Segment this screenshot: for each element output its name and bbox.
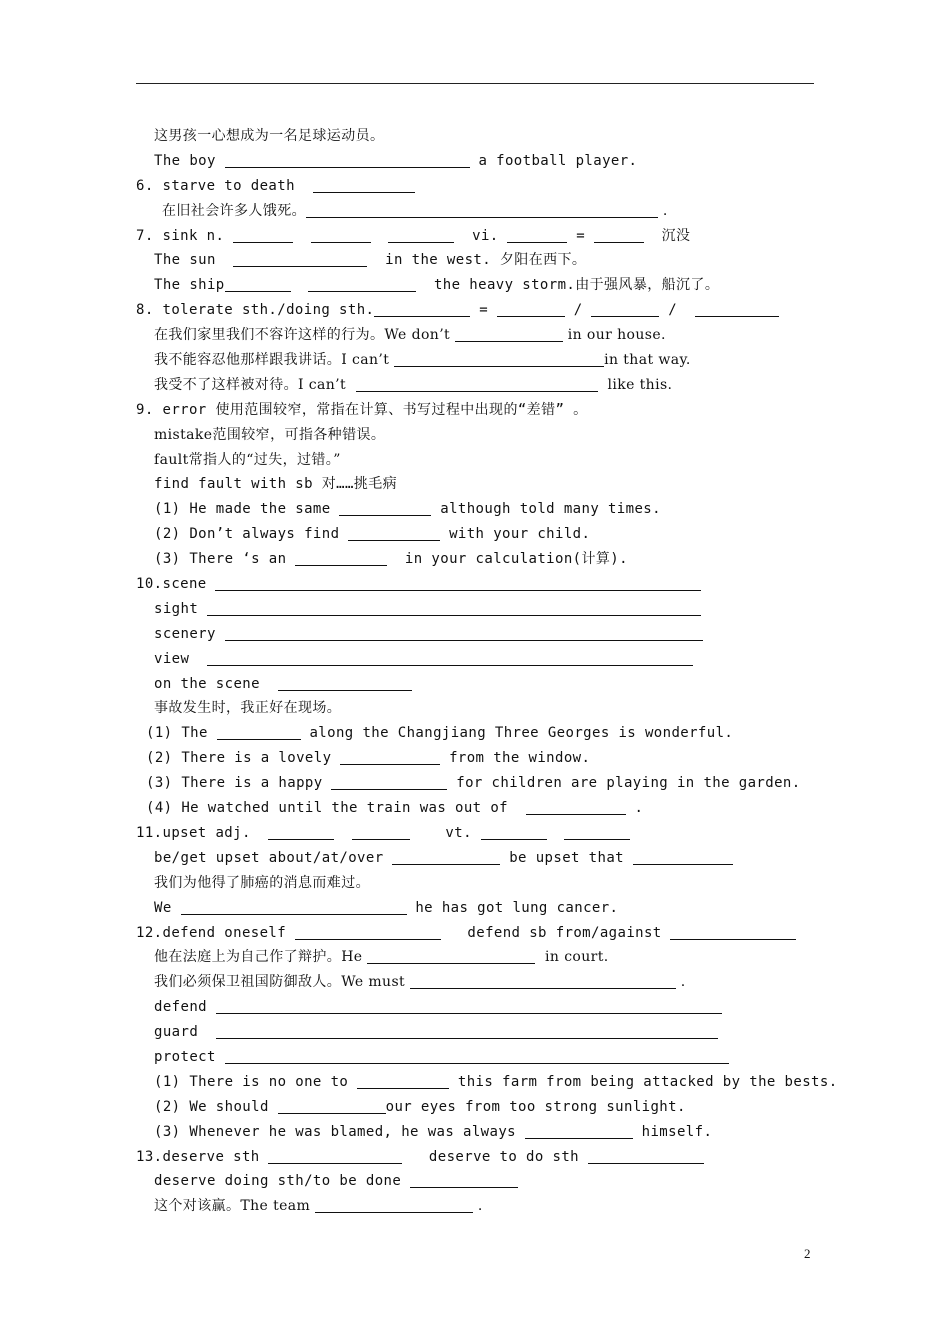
- answer-blank[interactable]: [392, 850, 500, 865]
- line-text: in that way.: [604, 352, 691, 369]
- answer-blank[interactable]: [367, 949, 535, 964]
- worksheet-line: [0, 796, 950, 821]
- line-text: scenery: [154, 625, 225, 642]
- worksheet-line: [0, 995, 950, 1020]
- line-text: 这个对该赢。The team: [154, 1198, 316, 1215]
- answer-blank[interactable]: [216, 1024, 718, 1039]
- line-text: although told many times.: [431, 501, 661, 518]
- worksheet-line: [0, 846, 950, 871]
- line-text: 9. error 使用范围较窄，常指在计算、书写过程中出现的“差错” 。: [136, 401, 588, 418]
- line-text: 13.deserve sth: [136, 1148, 269, 1165]
- worksheet-line: [0, 398, 950, 423]
- answer-blank[interactable]: [388, 228, 454, 243]
- line-text: [291, 277, 309, 293]
- line-text: along the Changjiang Three Georges is wonderful.: [300, 725, 734, 742]
- worksheet-body: [0, 124, 950, 1219]
- answer-blank[interactable]: [357, 1074, 449, 1089]
- worksheet-line: [0, 298, 950, 323]
- worksheet-line: [0, 696, 950, 721]
- line-text: guard: [154, 1024, 216, 1041]
- worksheet-line: [0, 821, 950, 846]
- page-number: 2: [804, 1246, 811, 1261]
- answer-blank[interactable]: [394, 352, 604, 367]
- line-text: The boy: [154, 152, 225, 169]
- answer-blank[interactable]: [526, 800, 626, 815]
- answer-blank[interactable]: [207, 651, 693, 666]
- line-text: 我不能容忍他那样跟我讲话。I can’t: [154, 352, 395, 369]
- answer-blank[interactable]: [588, 1149, 704, 1164]
- answer-blank[interactable]: [207, 601, 701, 616]
- worksheet-line: [0, 224, 950, 249]
- worksheet-line: [0, 721, 950, 746]
- answer-blank[interactable]: [633, 850, 733, 865]
- line-text: sight: [154, 600, 207, 617]
- worksheet-line: [0, 1194, 950, 1219]
- answer-blank[interactable]: [181, 900, 407, 915]
- answer-blank[interactable]: [306, 203, 658, 218]
- line-text: [547, 825, 565, 841]
- line-text: (2) We should: [154, 1098, 278, 1115]
- worksheet-line: [0, 472, 950, 497]
- line-text: protect: [154, 1048, 225, 1065]
- answer-blank[interactable]: [591, 302, 659, 317]
- worksheet-line: [0, 448, 950, 473]
- worksheet-line: [0, 945, 950, 970]
- line-text: .: [625, 800, 644, 817]
- answer-blank[interactable]: [308, 277, 416, 292]
- line-text: We: [154, 899, 181, 916]
- line-text: a football player.: [469, 152, 638, 169]
- worksheet-line: [0, 672, 950, 697]
- worksheet-line: [0, 921, 950, 946]
- line-text: 在我们家里我们不容许这样的行为。We don’t: [154, 327, 455, 344]
- line-text: view: [154, 650, 207, 667]
- worksheet-line: [0, 597, 950, 622]
- line-text: /: [659, 302, 695, 319]
- header-rule: [136, 83, 814, 84]
- worksheet-line: [0, 647, 950, 672]
- answer-blank[interactable]: [339, 501, 431, 516]
- worksheet-line: [0, 1145, 950, 1170]
- line-text: in the west. 夕阳在西下。: [367, 252, 587, 269]
- line-text: (1) The: [146, 725, 217, 742]
- worksheet-line: [0, 423, 950, 448]
- answer-blank[interactable]: [268, 1149, 402, 1164]
- worksheet-line: [0, 273, 950, 298]
- answer-blank[interactable]: [481, 825, 547, 840]
- answer-blank[interactable]: [268, 825, 334, 840]
- worksheet-line: [0, 1070, 950, 1095]
- line-text: deserve to do sth: [402, 1148, 588, 1165]
- answer-blank[interactable]: [313, 178, 415, 193]
- line-text: defend sb from/against: [440, 924, 671, 941]
- line-text: vi.: [454, 227, 508, 244]
- line-text: 我们必须保卫祖国防御敌人。We must: [154, 974, 410, 991]
- line-text: The ship: [154, 277, 225, 294]
- worksheet-line: [0, 1169, 950, 1194]
- worksheet-line: [0, 1095, 950, 1120]
- line-text: this farm from being attacked by the bests.: [449, 1073, 838, 1090]
- answer-blank[interactable]: [455, 327, 563, 342]
- line-text: 7. sink n.: [136, 227, 234, 244]
- answer-blank[interactable]: [295, 551, 387, 566]
- line-text: from the window.: [440, 750, 591, 767]
- line-text: .: [473, 1198, 483, 1215]
- answer-blank[interactable]: [225, 153, 470, 168]
- answer-blank[interactable]: [295, 925, 441, 940]
- worksheet-line: [0, 323, 950, 348]
- worksheet-line: [0, 124, 950, 149]
- answer-blank[interactable]: [594, 228, 644, 243]
- line-text: with your child.: [440, 526, 591, 543]
- line-text: (1) He made the same: [154, 501, 340, 518]
- answer-blank[interactable]: [374, 302, 470, 317]
- answer-blank[interactable]: [670, 925, 796, 940]
- worksheet-line: [0, 174, 950, 199]
- answer-blank[interactable]: [225, 626, 703, 641]
- answer-blank[interactable]: [278, 1099, 386, 1114]
- answer-blank[interactable]: [410, 974, 676, 989]
- answer-blank[interactable]: [215, 576, 701, 591]
- worksheet-line: [0, 871, 950, 896]
- line-text: [334, 825, 352, 841]
- worksheet-line: [0, 373, 950, 398]
- line-text: (3) There is a happy: [146, 775, 332, 792]
- line-text: be upset that: [500, 849, 633, 866]
- line-text: 6. starve to death: [136, 177, 313, 194]
- line-text: our eyes from too strong sunlight.: [385, 1098, 686, 1115]
- worksheet-line: [0, 622, 950, 647]
- worksheet-line: [0, 497, 950, 522]
- line-text: [371, 228, 389, 244]
- answer-blank[interactable]: [695, 302, 779, 317]
- line-text: 我受不了这样被对待。I can’t: [154, 376, 356, 393]
- answer-blank[interactable]: [564, 825, 630, 840]
- answer-blank[interactable]: [497, 302, 565, 317]
- worksheet-line: [0, 896, 950, 921]
- answer-blank[interactable]: [331, 775, 447, 790]
- line-text: fault常指人的“过失，过错。”: [154, 451, 341, 468]
- line-text: (3) Whenever he was blamed, he was always: [154, 1123, 525, 1140]
- answer-blank[interactable]: [225, 277, 291, 292]
- line-text: in your calculation(计算).: [387, 551, 628, 568]
- line-text: (3) There ‘s an: [154, 551, 296, 568]
- line-text: 事故发生时，我正好在现场。: [154, 700, 342, 717]
- line-text: .: [658, 202, 668, 219]
- answer-blank[interactable]: [233, 252, 367, 267]
- line-text: 8. tolerate sth./doing sth.: [136, 302, 375, 319]
- worksheet-line: [0, 248, 950, 273]
- answer-blank[interactable]: [315, 1198, 473, 1213]
- answer-blank[interactable]: [352, 825, 410, 840]
- line-text: vt.: [410, 824, 481, 841]
- worksheet-line: [0, 149, 950, 174]
- worksheet-line: [0, 522, 950, 547]
- worksheet-line: [0, 348, 950, 373]
- line-text: (2) Don’t always find: [154, 526, 349, 543]
- line-text: 我们为他得了肺癌的消息而难过。: [154, 874, 370, 891]
- line-text: the heavy storm.由于强风暴，船沉了。: [416, 277, 720, 294]
- line-text: deserve doing sth/to be done: [154, 1173, 411, 1190]
- line-text: be/get upset about/at/over: [154, 849, 393, 866]
- answer-blank[interactable]: [410, 1173, 518, 1188]
- line-text: 他在法庭上为自己作了辩护。He: [154, 949, 368, 966]
- line-text: he has got lung cancer.: [406, 899, 619, 916]
- line-text: defend: [154, 999, 216, 1016]
- line-text: 在旧社会许多人饿死。: [162, 202, 306, 219]
- line-text: himself.: [632, 1123, 713, 1140]
- answer-blank[interactable]: [525, 1124, 633, 1139]
- worksheet-line: [0, 1120, 950, 1145]
- line-text: on the scene: [154, 675, 278, 692]
- worksheet-line: [0, 771, 950, 796]
- worksheet-line: [0, 1020, 950, 1045]
- worksheet-line: [0, 1045, 950, 1070]
- line-text: [293, 228, 311, 244]
- line-text: 11.upset adj.: [136, 824, 269, 841]
- line-text: The sun: [154, 252, 234, 269]
- answer-blank[interactable]: [233, 228, 293, 243]
- line-text: in our house.: [562, 327, 666, 344]
- line-text: 12.defend oneself: [136, 924, 295, 941]
- answer-blank[interactable]: [311, 228, 371, 243]
- worksheet-line: [0, 547, 950, 572]
- line-text: 沉没: [643, 227, 691, 244]
- line-text: (4) He watched until the train was out of: [146, 800, 526, 817]
- line-text: (2) There is a lovely: [146, 750, 341, 767]
- answer-blank[interactable]: [278, 676, 412, 691]
- answer-blank[interactable]: [507, 228, 567, 243]
- answer-blank[interactable]: [217, 725, 301, 740]
- line-text: /: [564, 302, 592, 319]
- answer-blank[interactable]: [216, 999, 722, 1014]
- answer-blank[interactable]: [225, 1049, 729, 1064]
- answer-blank[interactable]: [356, 377, 598, 392]
- line-text: like this.: [597, 376, 673, 393]
- line-text: .: [675, 974, 686, 991]
- line-text: find fault with sb 对……挑毛病: [154, 476, 398, 493]
- line-text: 这男孩一心想成为一名足球运动员。: [154, 128, 385, 144]
- line-text: for children are playing in the garden.: [447, 775, 801, 792]
- line-text: =: [470, 302, 497, 319]
- line-text: 10.scene: [136, 576, 216, 593]
- line-text: mistake范围较窄，可指各种错误。: [154, 426, 386, 443]
- line-text: in court.: [535, 949, 609, 966]
- answer-blank[interactable]: [340, 750, 440, 765]
- line-text: =: [567, 227, 594, 244]
- line-text: (1) There is no one to: [154, 1073, 358, 1090]
- worksheet-line: [0, 970, 950, 995]
- worksheet-line: [0, 746, 950, 771]
- worksheet-line: [0, 199, 950, 224]
- worksheet-line: [0, 572, 950, 597]
- answer-blank[interactable]: [348, 526, 440, 541]
